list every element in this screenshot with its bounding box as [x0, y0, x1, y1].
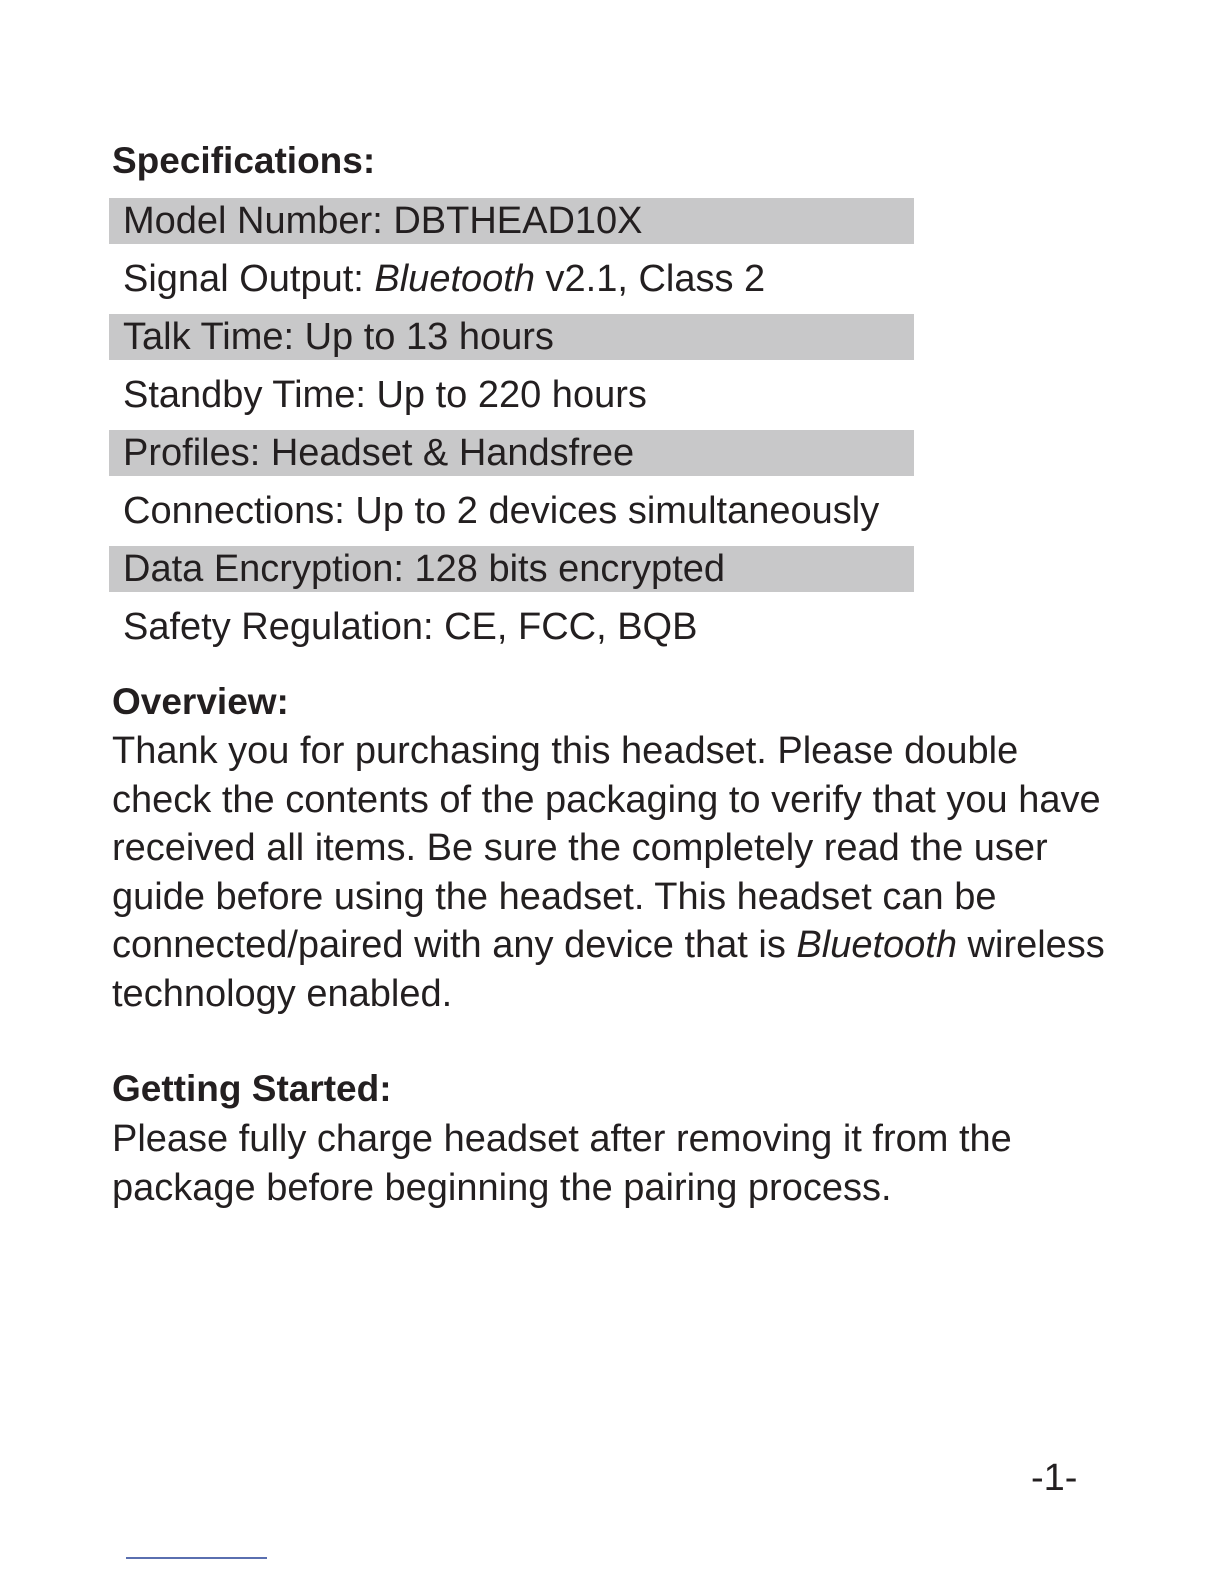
overview-line: [112, 921, 1152, 970]
spec-value: CE, FCC, BQB: [444, 606, 698, 648]
spec-row-model-number: [109, 198, 914, 256]
spec-label: Model Number:: [123, 200, 383, 242]
overview-line: Thank you for purchasing this headset. Please double: [112, 730, 1019, 772]
spec-row-connections: [109, 488, 914, 546]
spec-value: Headset & Handsfree: [270, 432, 635, 474]
spec-row-profiles: [109, 430, 914, 488]
spec-value-italic: Bluetooth: [374, 258, 535, 300]
spec-label: Connections:: [123, 490, 345, 532]
getting-started-heading: Getting Started:: [112, 1068, 392, 1109]
overview-line-text: connected/paired with any device that is: [112, 924, 797, 967]
spec-value: Up to 2 devices simultaneously: [355, 490, 880, 532]
spec-label: Signal Output:: [123, 258, 364, 300]
spec-row-standby-time: [109, 372, 914, 430]
spec-row-data-encryption: [109, 546, 914, 604]
page-number: -1-: [1031, 1457, 1078, 1499]
specifications-table: [109, 198, 914, 662]
spec-row-safety-regulation: [109, 604, 914, 662]
spec-label: Profiles:: [123, 432, 261, 474]
getting-started-line: Please fully charge headset after removing it from the: [112, 1118, 1012, 1160]
footer-rule: [126, 1557, 267, 1559]
spec-value: v2.1, Class 2: [545, 258, 766, 300]
spec-value: DBTHEAD10X: [393, 200, 643, 242]
spec-label: Talk Time:: [123, 316, 295, 358]
spec-label: Standby Time:: [123, 374, 366, 416]
spec-value: 128 bits encrypted: [414, 548, 726, 590]
overview-heading: Overview:: [112, 681, 289, 722]
spec-label: Safety Regulation:: [123, 606, 434, 648]
getting-started-line: package before beginning the pairing process.: [112, 1166, 892, 1209]
overview-line: guide before using the headset. This headset can be: [112, 875, 997, 918]
bluetooth-term: Bluetooth: [796, 924, 957, 967]
getting-started-paragraph: [112, 1115, 1152, 1212]
overview-line: technology enabled.: [112, 972, 453, 1015]
spec-value: Up to 13 hours: [304, 316, 554, 358]
spec-row-talk-time: [109, 314, 914, 372]
spec-row-signal-output: [109, 256, 914, 314]
spec-value: Up to 220 hours: [376, 374, 647, 416]
overview-line: received all items. Be sure the completely read the user: [112, 827, 1048, 870]
overview-line: check the contents of the packaging to verify that you have: [112, 778, 1101, 821]
overview-paragraph: [112, 727, 1152, 1019]
specifications-heading: Specifications:: [112, 140, 376, 181]
overview-line-text: wireless: [957, 924, 1105, 967]
spec-label: Data Encryption:: [123, 548, 404, 590]
